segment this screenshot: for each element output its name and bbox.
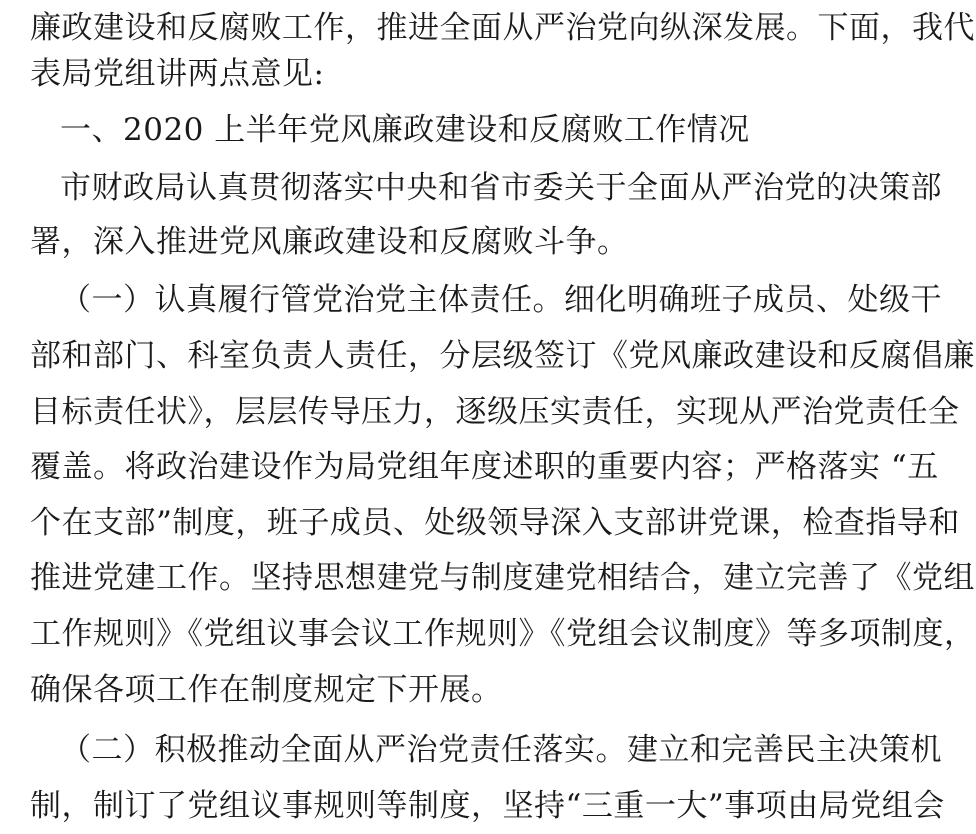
text-line-1: 廉政建设和反腐败工作，推进全面从严治党向纵深发展。下面，我代 <box>30 10 975 46</box>
text-line-8: 目标责任状》，层层传导压力，逐级压实责任，实现从严治党责任全 <box>30 394 960 430</box>
text-line-9: 覆盖。将政治建设作为局党组年度述职的重要内容；严格落实 “五 <box>30 449 939 485</box>
text-line-2: 表局党组讲两点意见: <box>30 56 325 92</box>
text-line-12: 工作规则》《党组议事会议工作规则》《党组会议制度》等多项制度， <box>30 616 976 652</box>
subsection-1-first-line: （一）认真履行管党治党主体责任。细化明确班子成员、处级干 <box>60 282 942 318</box>
text-line-5: 署，深入推进党风廉政建设和反腐败斗争。 <box>30 224 629 260</box>
subsection-2-first-line: （二）积极推动全面从严治党责任落实。建立和完善民主决策机 <box>60 732 942 768</box>
text-line-4: 市财政局认真贯彻落实中央和省市委关于全面从严治党的决策部 <box>60 170 942 206</box>
text-line-10: 个在支部”制度，班子成员、处级领导深入支部讲党课，检查指导和 <box>30 505 960 541</box>
section-heading-1: 一、2020 上半年党风廉政建设和反腐败工作情况 <box>60 112 750 148</box>
text-line-11: 推进党建工作。坚持思想建党与制度建党相结合，建立完善了《党组 <box>30 560 975 596</box>
text-line-13: 确保各项工作在制度规定下开展。 <box>30 672 503 708</box>
text-line-7: 部和部门、科室负责人责任，分层级签订《党风廉政建设和反腐倡廉 <box>30 338 975 374</box>
text-line-15: 制，制订了党组议事规则等制度，坚持“三重一大”事项由局党组会 <box>30 788 945 824</box>
